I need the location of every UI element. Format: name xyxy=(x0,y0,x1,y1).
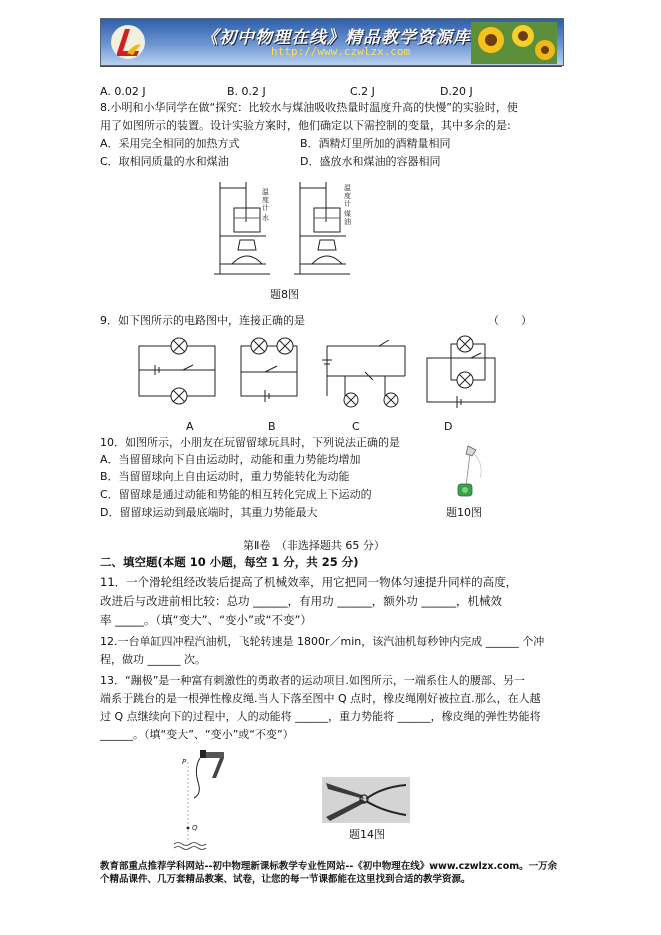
site-url[interactable]: http://www.czwlzx.com xyxy=(271,45,411,58)
q8-right-label-2: 度 xyxy=(344,192,351,200)
q8-left-label-3: 计 xyxy=(262,204,269,212)
footer-line2: 个精品课件、几万套精品教案、试卷，让您的每一节课都能在这里找到合适的教学资源。 xyxy=(100,874,471,885)
q10-option-a: A．当留留球向下自由运动时，动能和重力势能均增加 xyxy=(100,453,361,466)
q8-figure-caption: 题8图 xyxy=(270,288,299,301)
q11-line1: 11．一个滑轮组经改装后提高了机械效率，用它把同一物体匀速提升同样的高度， xyxy=(100,575,518,589)
q12-line2: 程，做功 ______ 次。 xyxy=(100,653,206,666)
q8-apparatus-figure xyxy=(210,178,370,278)
q9-stem: 9．如下图所示的电路图中，连接正确的是 xyxy=(100,314,305,327)
fill-blank-section-title: 二、填空题(本题 10 小题，每空 1 分，共 25 分) xyxy=(100,555,359,569)
header-banner xyxy=(100,18,564,66)
q13-point-p: P xyxy=(182,758,187,766)
q10-option-c: C．留留球是通过动能和势能的相互转化完成上下运动的 xyxy=(100,488,372,501)
sunflower-image xyxy=(471,22,557,64)
q9-answer-paren: （ ） xyxy=(488,314,532,327)
q11-line3: 率 _____。（填“变大”、“变小”或“不变”） xyxy=(100,613,312,627)
q8-option-c: C．取相同质量的水和煤油 xyxy=(100,155,229,168)
q9-label-b: B xyxy=(268,420,276,433)
q8-left-label-4: 水 xyxy=(262,214,269,222)
q7-option-a: A. 0.02 J xyxy=(100,85,146,98)
q8-right-label-4: 煤 xyxy=(344,210,351,218)
q9-label-a: A xyxy=(186,420,194,433)
q9-label-d: D xyxy=(444,420,453,433)
q10-option-d: D．留留球运动到最底端时，其重力势能最大 xyxy=(100,506,318,519)
header-rule xyxy=(100,66,562,67)
q13-line2: 端系于跳台的是一根弹性橡皮绳.当人下落至图中 Q 点时，橡皮绳刚好被拉直.那么，在人越 xyxy=(100,692,541,705)
q8-option-a: A．采用完全相同的加热方式 xyxy=(100,137,240,150)
q7-option-d: D.20 J xyxy=(440,85,473,98)
q14-figure-caption: 题14图 xyxy=(349,828,385,841)
q8-stem-line1: 8.小明和小华同学在做“探究：比较水与煤油吸收热量时温度升高的快慢”的实验时，使 xyxy=(100,101,518,114)
footer-line1: 教育部重点推荐学科网站--初中物理新课标教学专业性网站--《初中物理在线》www.czwlzx.com。一万余 xyxy=(100,861,558,872)
part2-heading: 第Ⅱ卷 （非选择题共 65 分） xyxy=(243,539,385,552)
q13-line3: 过 Q 点继续向下的过程中，人的动能将 ______，重力势能将 ______，橡皮绳的弹性势能将 xyxy=(100,710,541,723)
q8-right-label-1: 温 xyxy=(344,184,351,192)
q9-label-c: C xyxy=(352,420,360,433)
site-logo xyxy=(109,23,147,61)
q8-stem-line2: 用了如图所示的装置。设计实验方案时，他们确定以下需控制的变量，其中多余的是: xyxy=(100,119,511,132)
q8-left-label-2: 度 xyxy=(262,196,269,204)
q13-line4: ______。（填“变大”、“变小”或“不变”） xyxy=(100,728,294,741)
q7-option-c: C.2 J xyxy=(350,85,375,98)
page-footer xyxy=(100,860,570,886)
q13-bungee-figure xyxy=(164,748,234,853)
q13-point-q: Q xyxy=(192,824,198,832)
q11-line2: 改进后与改进前相比较：总功 ______，有用功 ______，额外功 ______，机械效 xyxy=(100,594,502,608)
q10-stem: 10．如图所示，小朋友在玩留留球玩具时，下列说法正确的是 xyxy=(100,436,400,449)
q8-option-b: B．酒精灯里所加的酒精量相同 xyxy=(300,137,451,150)
q12-line1: 12.一台单缸四冲程汽油机，飞轮转速是 1800r／min，该汽油机每秒钟内完成 ______ 个冲 xyxy=(100,635,545,648)
q13-line1: 13．“蹦极”是一种富有刺激性的勇敢者的运动项目.如图所示，一端系住人的腰部、另一 xyxy=(100,674,525,687)
q9-circuit-figures xyxy=(135,332,515,414)
q8-option-d: D．盛放水和煤油的容器相同 xyxy=(300,155,441,168)
q8-right-label-3: 计 xyxy=(344,200,351,208)
q10-figure-caption: 题10图 xyxy=(446,506,482,519)
q10-option-b: B．当留留球向上自由运动时，重力势能转化为动能 xyxy=(100,470,350,483)
q10-yoyo-figure xyxy=(450,444,500,500)
q7-option-b: B. 0.2 J xyxy=(227,85,266,98)
q8-right-label-5: 油 xyxy=(344,218,351,226)
q14-slingshot-figure xyxy=(322,777,410,823)
q8-left-label-1: 温 xyxy=(262,188,269,196)
site-title: 《初中物理在线》精品教学资源库 xyxy=(201,28,471,48)
